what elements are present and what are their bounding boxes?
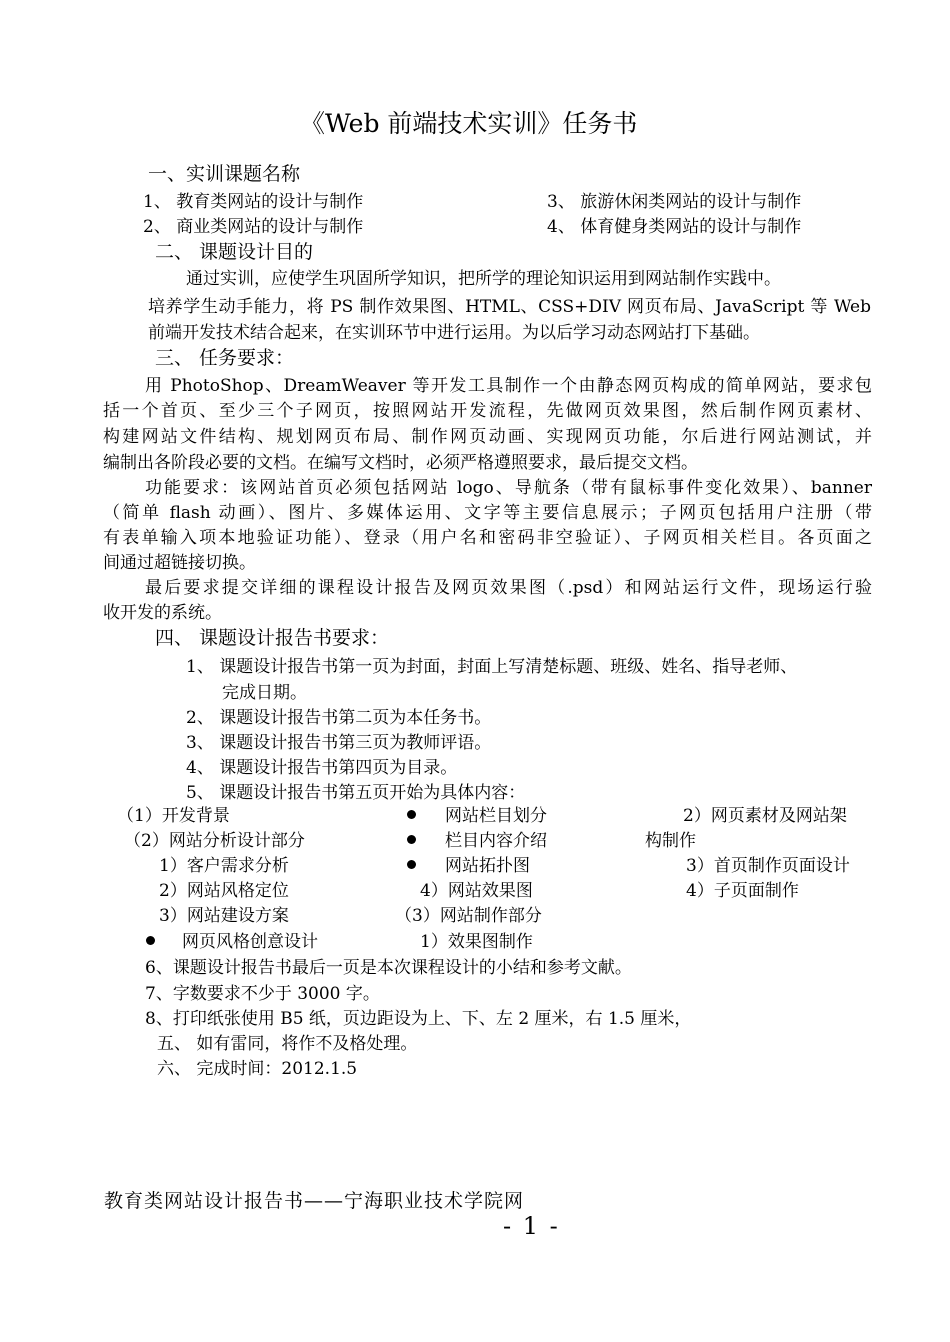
report-item-1-cont: 完成日期。 [222,683,307,703]
document-title: 《Web 前端技术实训》任务书 [300,109,638,138]
grid-c2-r4: 4）网站效果图 [420,881,533,901]
requirement-p1-line-3: 构建网站文件结构、规划网页布局、制作网页动画、实现网页功能，尔后进行网站测试，并 [103,427,872,447]
report-item-4: 4、 课题设计报告书第四页为目录。 [186,758,458,778]
topic-1: 1、 教育类网站的设计与制作 [143,192,364,212]
report-item-5: 5、 课题设计报告书第五页开始为具体内容： [186,783,526,803]
requirement-p1-line-1: 用 PhotoShop、DreamWeaver 等开发工具制作一个由静态网页构成的简单网站，要求包 [145,376,872,396]
section-2-heading: 二、 课题设计目的 [155,241,314,263]
report-item-1: 1、 课题设计报告书第一页为封面，封面上写清楚标题、班级、姓名、指导老师、 [186,657,798,677]
grid-c2-r6: 1）效果图制作 [420,932,533,952]
grid-c2-r5: （3）网站制作部分 [395,906,542,926]
grid-c1-r4: 2）网站风格定位 [159,881,289,901]
page-footer: 教育类网站设计报告书——宁海职业技术学院网 [104,1190,525,1212]
section-4-heading: 四、 课题设计报告书要求： [155,627,390,649]
grid-c3-r3: 3）首页制作页面设计 [686,856,850,876]
grid-c1-r3: 1）客户需求分析 [159,856,289,876]
grid-c1-r6: 网页风格创意设计 [182,932,318,952]
page-number: - 1 - [503,1212,560,1240]
requirement-p3-line-2: 收开发的系统。 [103,603,222,623]
purpose-line-2: 培养学生动手能力，将 PS 制作效果图、HTML、CSS+DIV 网页布局、JavaScript 等 Web [148,297,871,317]
section-1-heading: 一、实训课题名称 [148,163,301,185]
grid-c1-r1: （1）开发背景 [117,806,230,826]
section-3-heading: 三、 任务要求： [155,347,295,369]
topic-2: 2、 商业类网站的设计与制作 [143,217,364,237]
bullet-icon [407,810,416,819]
bullet-icon [407,860,416,869]
section-6: 六、 完成时间：2012.1.5 [157,1059,358,1079]
section-5: 五、 如有雷同，将作不及格处理。 [157,1034,418,1054]
requirement-p2-line-2: （简单 flash 动画）、图片、多媒体运用、文字等主要信息展示；子网页包括用户注册（带 [103,503,872,523]
requirement-p3-line-1: 最后要求提交详细的课程设计报告及网页效果图（.psd）和网站运行文件，现场运行验 [145,578,872,598]
report-item-7: 7、字数要求不少于 3000 字。 [145,984,380,1004]
topic-3: 3、 旅游休闲类网站的设计与制作 [547,192,802,212]
topic-4: 4、 体育健身类网站的设计与制作 [547,217,802,237]
grid-c2-r2: 栏目内容介绍 [445,831,547,851]
grid-c2-r3: 网站拓扑图 [445,856,530,876]
bullet-icon [146,936,155,945]
report-item-6: 6、课题设计报告书最后一页是本次课程设计的小结和参考文献。 [145,958,632,978]
grid-c3-r1: 2）网页素材及网站架 [683,806,847,826]
report-item-2: 2、 课题设计报告书第二页为本任务书。 [186,708,492,728]
bullet-icon [407,835,416,844]
purpose-line-3: 前端开发技术结合起来，在实训环节中进行运用。为以后学习动态网站打下基础。 [148,323,760,343]
requirement-p1-line-4: 编制出各阶段必要的文档。在编写文档时，必须严格遵照要求，最后提交文档。 [103,453,698,473]
report-item-8: 8、打印纸张使用 B5 纸，页边距设为上、下、左 2 厘米，右 1.5 厘米， [145,1009,692,1029]
requirement-p2-line-3: 有表单输入项本地验证功能）、登录（用户名和密码非空验证）、子网页相关栏目。各页面之 [103,528,872,548]
requirement-p1-line-2: 括一个首页、至少三个子网页，按照网站开发流程，先做网页效果图，然后制作网页素材、 [103,401,872,421]
purpose-line-1: 通过实训，应使学生巩固所学知识，把所学的理论知识运用到网站制作实践中。 [186,269,781,289]
report-item-3: 3、 课题设计报告书第三页为教师评语。 [186,733,492,753]
grid-c3-r4: 4）子页面制作 [686,881,799,901]
grid-c1-r5: 3）网站建设方案 [159,906,289,926]
grid-c2-r1: 网站栏目划分 [445,806,547,826]
requirement-p2-line-1: 功能要求：该网站首页必须包括网站 logo、导航条（带有鼠标事件变化效果）、banner [145,478,872,498]
requirement-p2-line-4: 间通过超链接切换。 [103,553,256,573]
grid-c3-r2: 构制作 [645,831,696,851]
grid-c1-r2: （2）网站分析设计部分 [124,831,305,851]
